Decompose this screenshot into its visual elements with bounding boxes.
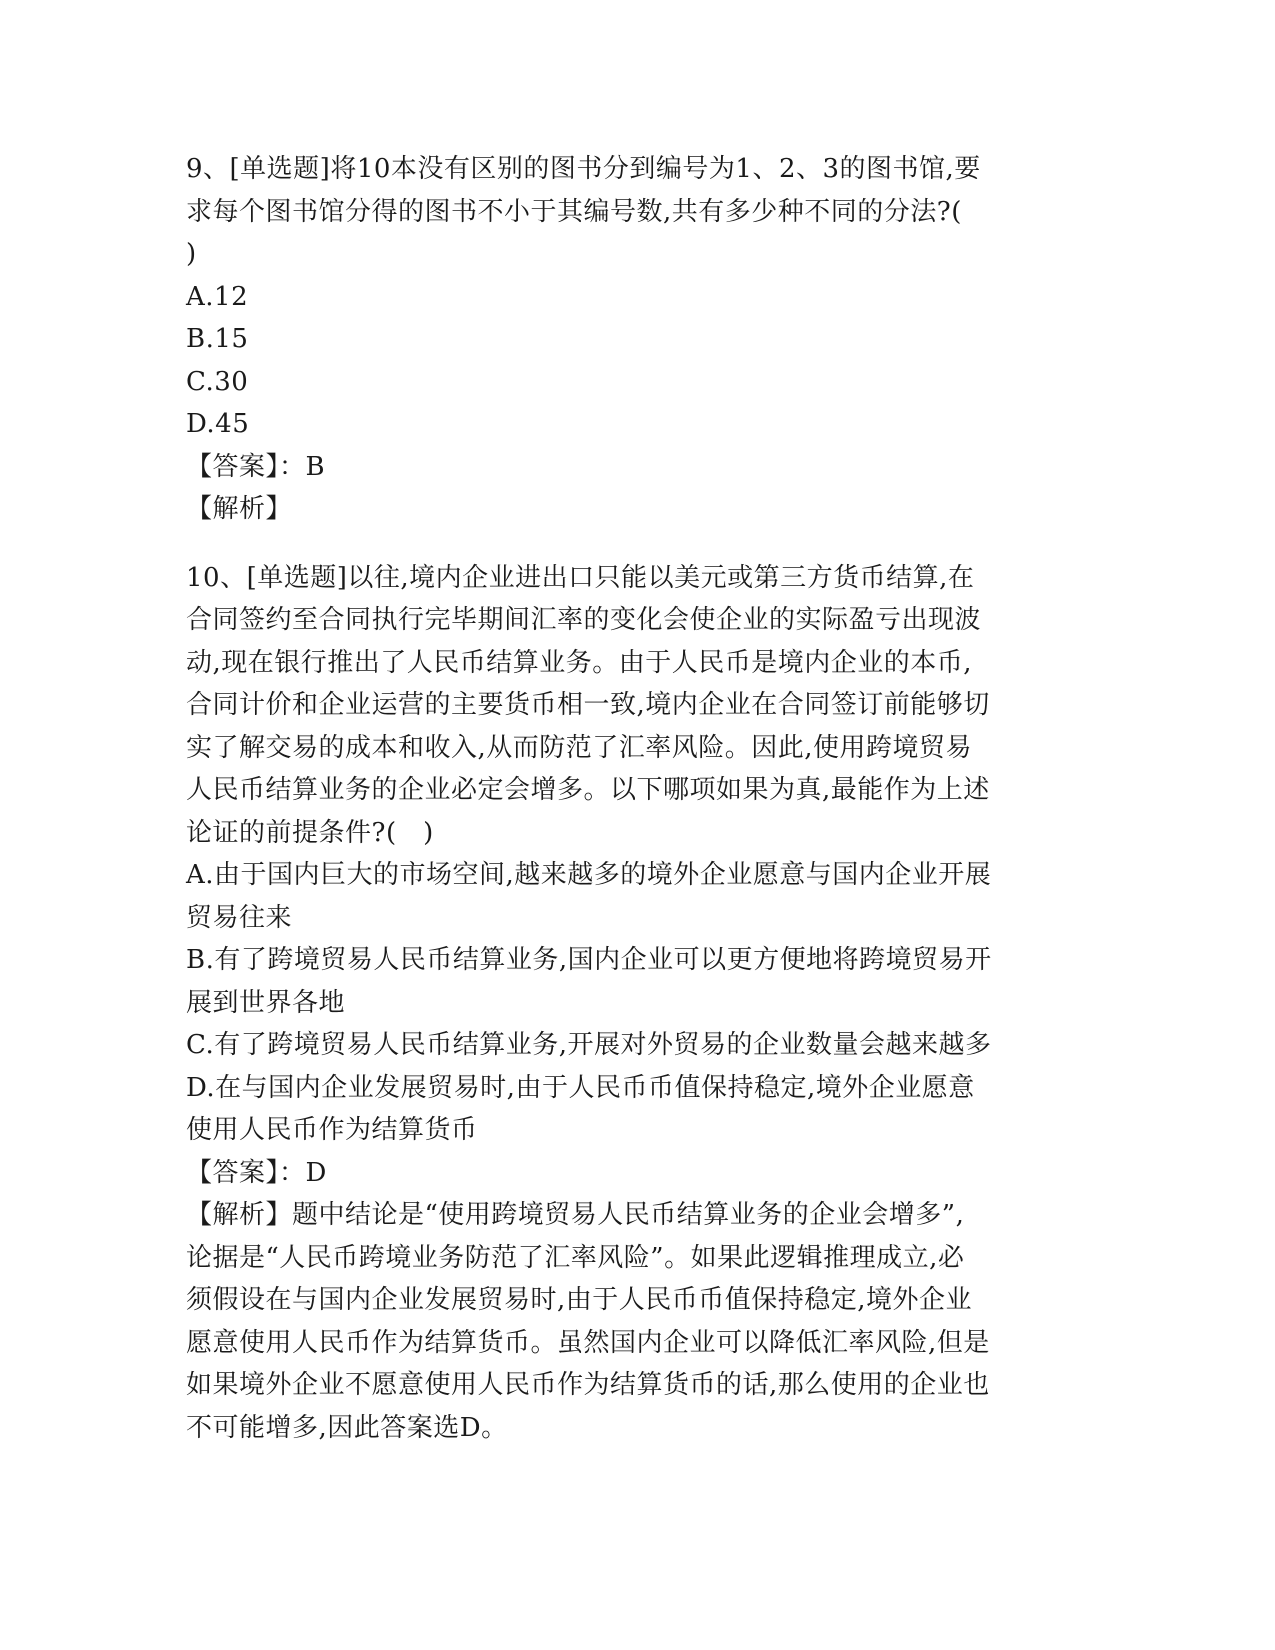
question-stem-line: 人民币结算业务的企业必定会增多。以下哪项如果为真,最能作为上述 [186,775,990,805]
question-9 [186,148,1076,531]
question-separator [186,531,1076,557]
answer-line: 【答案】：D [186,1157,327,1188]
option-b: B.15 [186,324,249,354]
question-stem-line: 动,现在银行推出了人民币结算业务。由于人民币是境内企业的本币, [186,647,973,678]
question-stem-line: 论证的前提条件?( ) [186,817,434,848]
document-body [186,148,1076,1449]
question-10 [186,557,1076,1450]
option-b-continued: 展到世界各地 [186,987,346,1018]
analysis-line: 不可能增多,因此答案选D。 [186,1412,508,1443]
option-d: D.在与国内企业发展贸易时,由于人民币币值保持稳定,境外企业愿意 [186,1072,975,1103]
analysis-line: 如果境外企业不愿意使用人民币作为结算货币的话,那么使用的企业也 [186,1370,990,1400]
answer-line: 【答案】：B [186,451,326,482]
option-a: A.由于国内巨大的市场空间,越来越多的境外企业愿意与国内企业开展 [186,860,992,890]
question-stem-line: 9、[单选题]将10本没有区别的图书分到编号为1、2、3的图书馆,要 [186,154,981,184]
question-stem-line: 求每个图书馆分得的图书不小于其编号数,共有多少种不同的分法?( [186,196,962,227]
question-stem-line: 实了解交易的成本和收入,从而防范了汇率风险。因此,使用跨境贸易 [186,732,973,763]
option-d-continued: 使用人民币作为结算货币 [186,1115,478,1145]
option-a-continued: 贸易往来 [186,902,293,933]
question-stem-line: 合同签约至合同执行完毕期间汇率的变化会使企业的实际盈亏出现波 [186,605,982,635]
question-stem-line: 10、[单选题]以往,境内企业进出口只能以美元或第三方货币结算,在 [186,562,975,593]
analysis-line: 【解析】题中结论是“使用跨境贸易人民币结算业务的企业会增多”, [186,1200,965,1230]
question-stem-line: ) [186,239,197,269]
option-b: B.有了跨境贸易人民币结算业务,国内企业可以更方便地将跨境贸易开 [186,945,992,975]
analysis-line: 论据是“人民币跨境业务防范了汇率风险”。如果此逻辑推理成立,必 [186,1242,965,1273]
option-d: D.45 [186,409,250,439]
option-c: C.有了跨境贸易人民币结算业务,开展对外贸易的企业数量会越来越多 [186,1030,992,1060]
question-stem-line: 合同计价和企业运营的主要货币相一致,境内企业在合同签订前能够切 [186,690,990,720]
analysis-line: 愿意使用人民币作为结算货币。虽然国内企业可以降低汇率风险,但是 [186,1327,990,1358]
analysis-line: 须假设在与国内企业发展贸易时,由于人民币币值保持稳定,境外企业 [186,1285,973,1315]
analysis-line: 【解析】 [186,494,293,524]
option-c: C.30 [186,366,249,397]
option-a: A.12 [186,281,249,312]
